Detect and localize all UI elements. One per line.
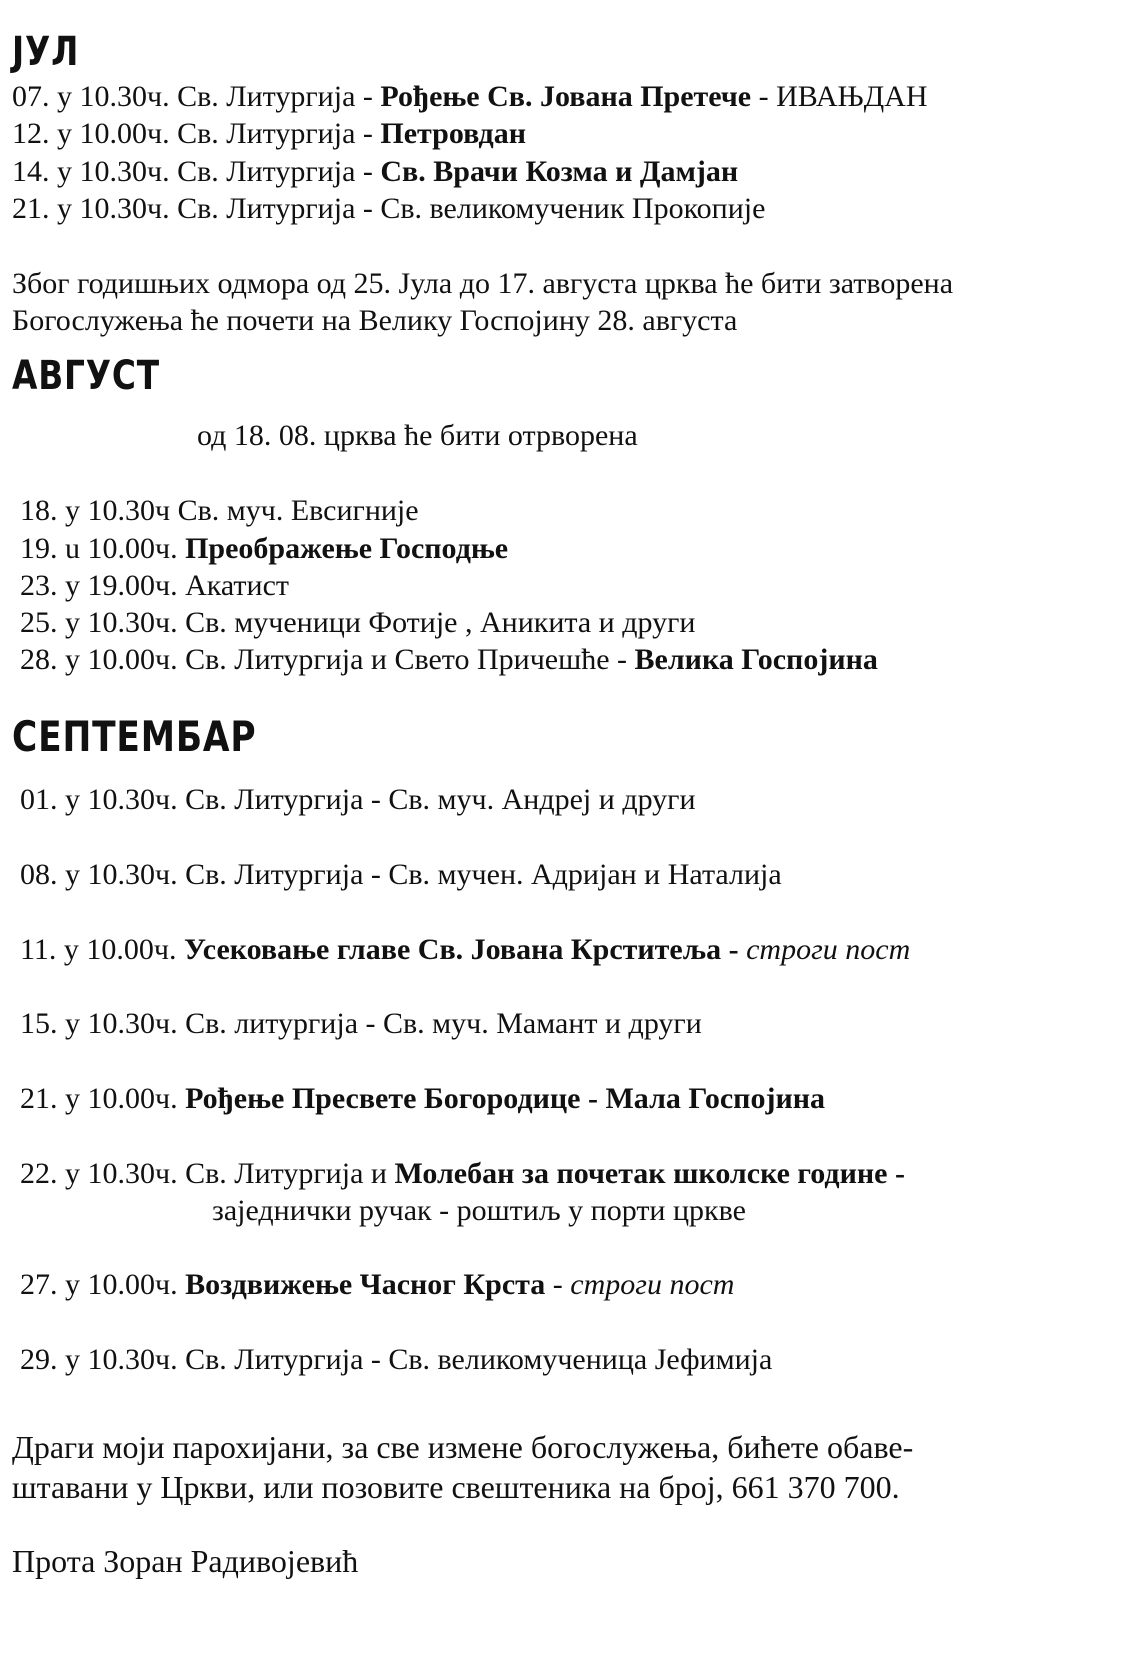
closure-notice [12, 265, 953, 303]
line-text: 07. у 10.30ч. Св. Литургија - [12, 80, 381, 113]
schedule-line [20, 641, 878, 679]
schedule-line [12, 190, 765, 228]
line-text: Богослужења ће почети на Велику Госпојину 28. августа [12, 304, 738, 337]
month-heading-septembar: СЕПТЕМБАР [12, 712, 257, 761]
schedule-line [20, 1005, 702, 1043]
line-text: штавани у Цркви, или позовите свештеника на број, 661 370 700. [12, 1469, 900, 1505]
line-text: 08. у 10.30ч. Св. Литургија - Св. мучен. Адријан и Наталија [20, 858, 782, 891]
schedule-line [20, 530, 508, 568]
line-text: 15. у 10.30ч. Св. литургија - Св. муч. Мамант и други [20, 1007, 702, 1040]
month-heading-jul: ЈУЛ [12, 29, 80, 75]
feast-name: Рођење Пресвете Богородице - Мала Госпојина [185, 1082, 826, 1115]
line-text: 28. у 10.00ч. Св. Литургија и Свето Причешће - [20, 643, 635, 676]
line-text: 18. у 10.30ч Св. муч. Евсигније [20, 494, 419, 527]
line-text: 21. у 10.30ч. Св. Литургија - Св. великомученик Прокопије [12, 192, 766, 225]
feast-name: Св. Врачи Козма и Дамјан [380, 155, 739, 188]
schedule-line [12, 115, 526, 153]
feast-name: Воздвижење Часног Крста [185, 1268, 546, 1301]
schedule-line [12, 78, 928, 116]
line-text: 11. у 10.00ч. [20, 933, 184, 966]
open-note [197, 417, 638, 455]
line-text: 29. у 10.30ч. Св. Литургија - Св. великомученица Јефимија [20, 1343, 773, 1376]
line-text: заједнички ручак - роштиљ у порти цркве [212, 1194, 746, 1227]
line-text: од 18. 08. црква ће бити отрворена [197, 419, 638, 452]
schedule-line [20, 856, 782, 894]
line-text: Драги моји парохијани, за све измене богослужења, бићете обаве- [12, 1429, 914, 1465]
feast-name: Усековање главе Св. Јована Крститеља - [183, 933, 739, 966]
line-text: 25. у 10.30ч. Св. мученици Фотије , Аникита и други [20, 606, 696, 639]
schedule-line [20, 1155, 905, 1193]
line-text: Прота Зоран Радивојевић [12, 1543, 359, 1579]
footer-message [12, 1467, 900, 1507]
reopening-notice [12, 302, 737, 340]
line-text: - ИВАЊДАН [751, 80, 928, 113]
schedule-line [20, 567, 289, 605]
feast-name: Велика Госпојина [634, 643, 878, 676]
line-text: 14. у 10.30ч. Св. Литургија - [12, 155, 381, 188]
footer-message [12, 1427, 913, 1467]
fasting-note: строги пост [738, 933, 911, 966]
line-text: Због годишњих одмора од 25. Јула до 17. августа црква ће бити затворена [12, 267, 954, 300]
schedule-line [20, 492, 419, 530]
feast-name: Преображење Господње [185, 532, 509, 565]
feast-name: Петровдан [380, 117, 526, 150]
schedule-line [12, 153, 738, 191]
feast-name: Рођење Св. Јована Претече [380, 80, 752, 113]
month-heading-avgust: АВГУСТ [12, 353, 160, 399]
feast-name: Молебан за почетак школске године - [394, 1157, 905, 1190]
schedule-line [20, 931, 910, 969]
line-text: - [545, 1268, 571, 1301]
line-text: 23. у 19.00ч. Акатист [20, 569, 290, 602]
line-text: 21. у 10.00ч. [20, 1082, 186, 1115]
line-text: 12. у 10.00ч. Св. Литургија - [12, 117, 381, 150]
schedule-line [20, 1266, 734, 1304]
schedule-line [20, 1341, 772, 1379]
line-text: 01. у 10.30ч. Св. Литургија - Св. муч. Андреј и други [20, 783, 696, 816]
line-text: 27. у 10.00ч. [20, 1268, 186, 1301]
schedule-line-continuation [212, 1192, 746, 1230]
line-text: 22. у 10.30ч. Св. Литургија и [20, 1157, 395, 1190]
schedule-line [20, 1080, 825, 1118]
schedule-line [20, 604, 695, 642]
signature [12, 1541, 358, 1581]
line-text: 19. u 10.00ч. [20, 532, 186, 565]
schedule-line [20, 781, 696, 819]
fasting-note: строги пост [570, 1268, 735, 1301]
